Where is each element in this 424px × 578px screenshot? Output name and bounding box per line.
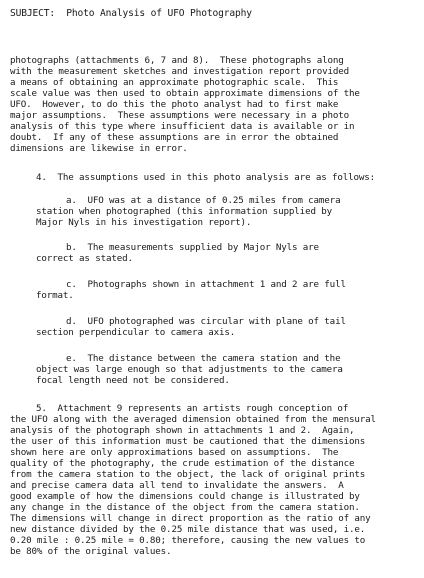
intro-line-4: scale value was then used to obtain approximate dimensions of the [10,88,360,99]
item-e-line-2: object was large enough so that adjustments to the camera [36,364,343,375]
item-c-line-1: c. Photographs shown in attachment 1 and 2 are full [66,279,346,290]
intro-line-6: major assumptions. These assumptions were necessary in a photo [10,110,350,121]
item-a-line-2: station when photographed (this information supplied by [36,206,332,217]
section-5-line-7: from the camera station to the object, the lack of original prints [10,469,366,480]
section-5-line-13: 0.20 mile : 0.25 mile = 0.80; therefore, causing the new values to [10,535,366,546]
section-5-line-11: The dimensions will change in direct proportion as the ratio of any [10,513,371,524]
intro-line-2: with the measurement sketches and investigation report provided [10,66,350,77]
intro-line-7: analysis of this type where insufficient data is available or in [10,121,355,132]
item-a-line-3: Major Nyls in his investigation report). [36,217,252,228]
intro-line-1: photographs (attachments 6, 7 and 8). These photographs along [10,55,344,66]
intro-line-5: UFO. However, to do this the photo analyst had to first make [10,99,339,110]
item-d-line-2: section perpendicular to camera axis. [36,327,236,338]
section-5-line-8: and precise camera data all tend to invalidate the answers. A [10,480,344,491]
section-5-line-3: analysis of the photograph shown in attachments 1 and 2. Again, [10,425,355,436]
item-c-line-2: format. [36,290,74,301]
intro-line-9: dimensions are likewise in error. [10,143,188,154]
section-5-line-12: new distance divided by the 0.25 mile distance that was used, i.e. [10,524,366,535]
section-5-line-2: the UFO along with the averaged dimension obtained from the mensural [10,414,376,425]
intro-line-3: a means of obtaining an approximate photographic scale. This [10,77,339,88]
item-b-line-2: correct as stated. [36,253,133,264]
item-d-line-1: d. UFO photographed was circular with plane of tail [66,316,346,327]
section-5-line-6: quality of the photography, the crude estimation of the distance [10,458,355,469]
item-e-line-1: e. The distance between the camera station and the [66,353,341,364]
item-a-line-1: a. UFO was at a distance of 0.25 miles from camera [66,195,341,206]
intro-line-8: doubt. If any of these assumptions are in error the obtained [10,132,339,143]
subject-heading: SUBJECT: Photo Analysis of UFO Photography [10,8,252,19]
section-5-line-5: shown here are only approximations based on assumptions. The [10,447,339,458]
section-5-line-9: good example of how the dimensions could change is illustrated by [10,491,360,502]
section-5-line-14: be 80% of the original values. [10,546,172,557]
item-b-line-1: b. The measurements supplied by Major Nyls are [66,242,319,253]
section-5-line-10: any change in the distance of the object from the camera station. [10,502,360,513]
item-e-line-3: focal length need not be considered. [36,375,230,386]
section-5-line-1: 5. Attachment 9 represents an artists rough conception of [36,403,349,414]
section-5-line-4: the user of this information must be cautioned that the dimensions [10,436,366,447]
section-4-intro: 4. The assumptions used in this photo analysis are as follows: [36,172,376,183]
